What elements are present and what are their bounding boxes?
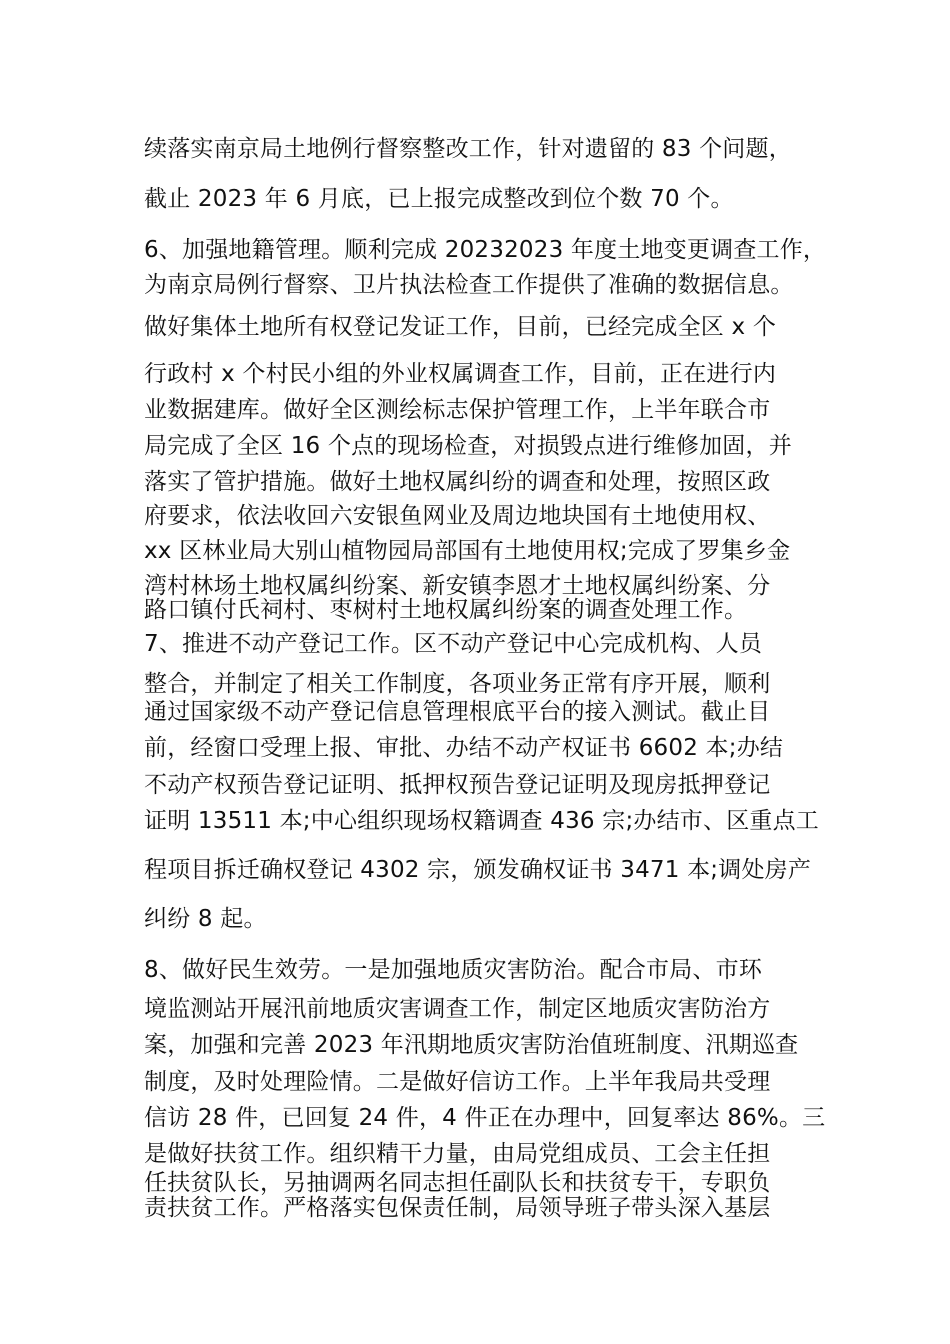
text-line: 案，加强和完善 2023 年汛期地质灾害防治值班制度、汛期巡查: [144, 1032, 799, 1058]
text-line: 纠纷 8 起。: [144, 906, 267, 932]
text-line: 路口镇付氏祠村、枣树村土地权属纠纷案的调查处理工作。: [144, 597, 748, 623]
text-line: 责扶贫工作。严格落实包保责任制，局领导班子带头深入基层: [144, 1195, 771, 1221]
text-line: 程项目拆迁确权登记 4302 宗，颁发确权证书 3471 本;调处房产: [144, 857, 812, 883]
text-line: 湾村林场土地权属纠纷案、新安镇李恩才土地权属纠纷案、分: [144, 573, 771, 599]
text-line: 整合，并制定了相关工作制度，各项业务正常有序开展，顺利: [144, 671, 771, 697]
text-line: 是做好扶贫工作。组织精干力量，由局党组成员、工会主任担: [144, 1141, 771, 1167]
text-line: 局完成了全区 16 个点的现场检查，对损毁点进行维修加固，并: [144, 433, 792, 459]
text-line: 6、加强地籍管理。顺利完成 20232023 年度土地变更调查工作，: [144, 237, 827, 263]
text-line: xx 区林业局大别山植物园局部国有土地使用权;完成了罗集乡金: [144, 538, 791, 564]
text-line: 做好集体土地所有权登记发证工作，目前，已经完成全区 x 个: [144, 314, 777, 340]
text-line: 8、做好民生效劳。一是加强地质灾害防治。配合市局、市环: [144, 957, 763, 983]
text-line: 7、推进不动产登记工作。区不动产登记中心完成机构、人员: [144, 631, 763, 657]
text-line: 为南京局例行督察、卫片执法检查工作提供了准确的数据信息。: [144, 272, 794, 298]
text-line: 续落实南京局土地例行督察整改工作，针对遗留的 83 个问题，: [144, 136, 792, 162]
text-line: 制度，及时处理险情。二是做好信访工作。上半年我局共受理: [144, 1069, 771, 1095]
text-line: 落实了管护措施。做好土地权属纠纷的调查和处理，按照区政: [144, 469, 771, 495]
text-line: 行政村 x 个村民小组的外业权属调查工作，目前，正在进行内: [144, 361, 777, 387]
text-line: 府要求，依法收回六安银鱼网业及周边地块国有土地使用权、: [144, 503, 771, 529]
text-line: 通过国家级不动产登记信息管理根底平台的接入测试。截止目: [144, 699, 771, 725]
text-line: 信访 28 件，已回复 24 件，4 件正在办理中，回复率达 86%。三: [144, 1105, 826, 1131]
text-line: 截止 2023 年 6 月底，已上报完成整改到位个数 70 个。: [144, 186, 734, 212]
text-line: 任扶贫队长，另抽调两名同志担任副队长和扶贫专干，专职负: [144, 1170, 771, 1196]
text-line: 证明 13511 本;中心组织现场权籍调查 436 宗;办结市、区重点工: [144, 808, 820, 834]
text-line: 业数据建库。做好全区测绘标志保护管理工作，上半年联合市: [144, 397, 771, 423]
text-line: 前，经窗口受理上报、审批、办结不动产权证书 6602 本;办结: [144, 735, 784, 761]
text-line: 不动产权预告登记证明、抵押权预告登记证明及现房抵押登记: [144, 772, 771, 798]
text-line: 境监测站开展汛前地质灾害调查工作，制定区地质灾害防治方: [144, 996, 771, 1022]
